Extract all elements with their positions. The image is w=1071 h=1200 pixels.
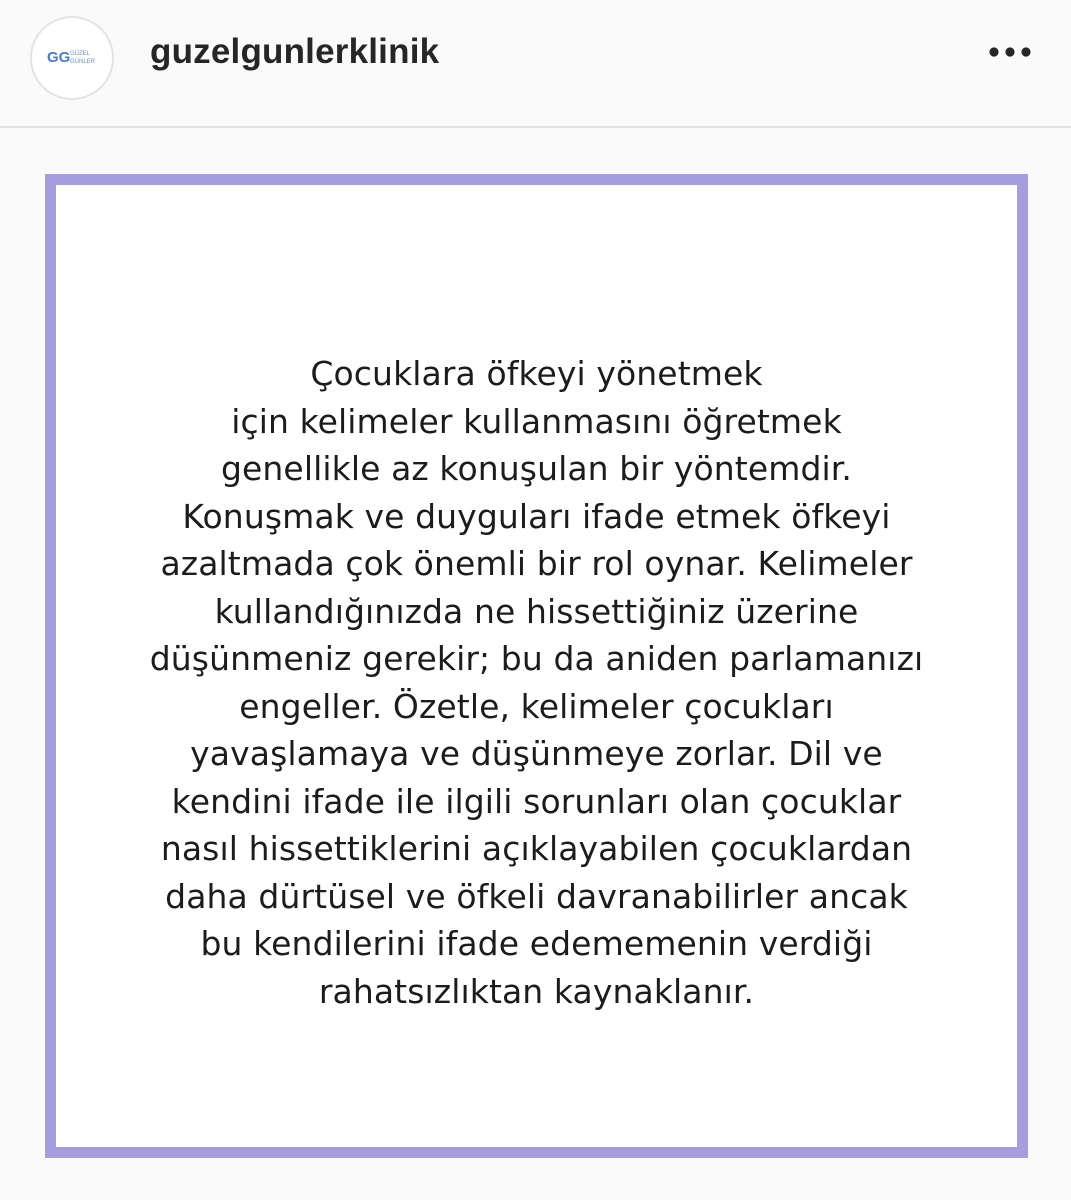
logo-line-2: GÜNLER [70, 59, 96, 65]
post-text-block [56, 350, 1017, 1015]
post-text-line: nasıl hissettiklerini açıklayabilen çocuklardan [160, 829, 913, 868]
logo-letters: GG [47, 49, 71, 66]
clinic-logo-icon [32, 18, 112, 98]
post-text-line: Çocuklara öfkeyi yönetmek [310, 354, 763, 393]
post-text-line: kendini ifade ile ilgili sorunları olan çocuklar [171, 781, 902, 821]
post-text-line: daha dürtüsel ve öfkeli davranabilirler ancak [165, 876, 908, 916]
post-text-line: rahatsızlıktan kaynaklanır. [318, 971, 755, 1011]
post-text-line: için kelimeler kullanmasını öğretmek [231, 401, 842, 441]
post-text-line: bu kendilerini ifade edememenin verdiği [200, 924, 873, 963]
post-text-line: yavaşlamaya ve düşünmeye zorlar. Dil ve [190, 734, 883, 773]
post-text-line: engeller. Özetle, kelimeler çocukları [239, 686, 834, 726]
post-text-line: Konuşmak ve duyguları ifade etmek öfkeyi [182, 496, 891, 536]
post-text-line: azaltmada çok önemli bir rol oynar. Kelimeler [160, 544, 913, 583]
post-header [0, 0, 1071, 128]
post-text-line: kullandığınızda ne hissettiğiniz üzerine [214, 591, 859, 631]
more-options-button[interactable] [980, 32, 1040, 72]
username[interactable]: guzelgunlerklinik [150, 32, 440, 71]
post-image[interactable] [45, 174, 1028, 1158]
post-text-line: genellikle az konuşulan bir yöntemdir. [220, 449, 853, 488]
avatar[interactable] [30, 16, 114, 100]
logo-line-1: GÜZEL [70, 51, 91, 57]
post-text-line: düşünmeniz gerekir; bu da aniden parlamanızı [149, 639, 924, 678]
more-horizontal-icon [980, 32, 1040, 72]
